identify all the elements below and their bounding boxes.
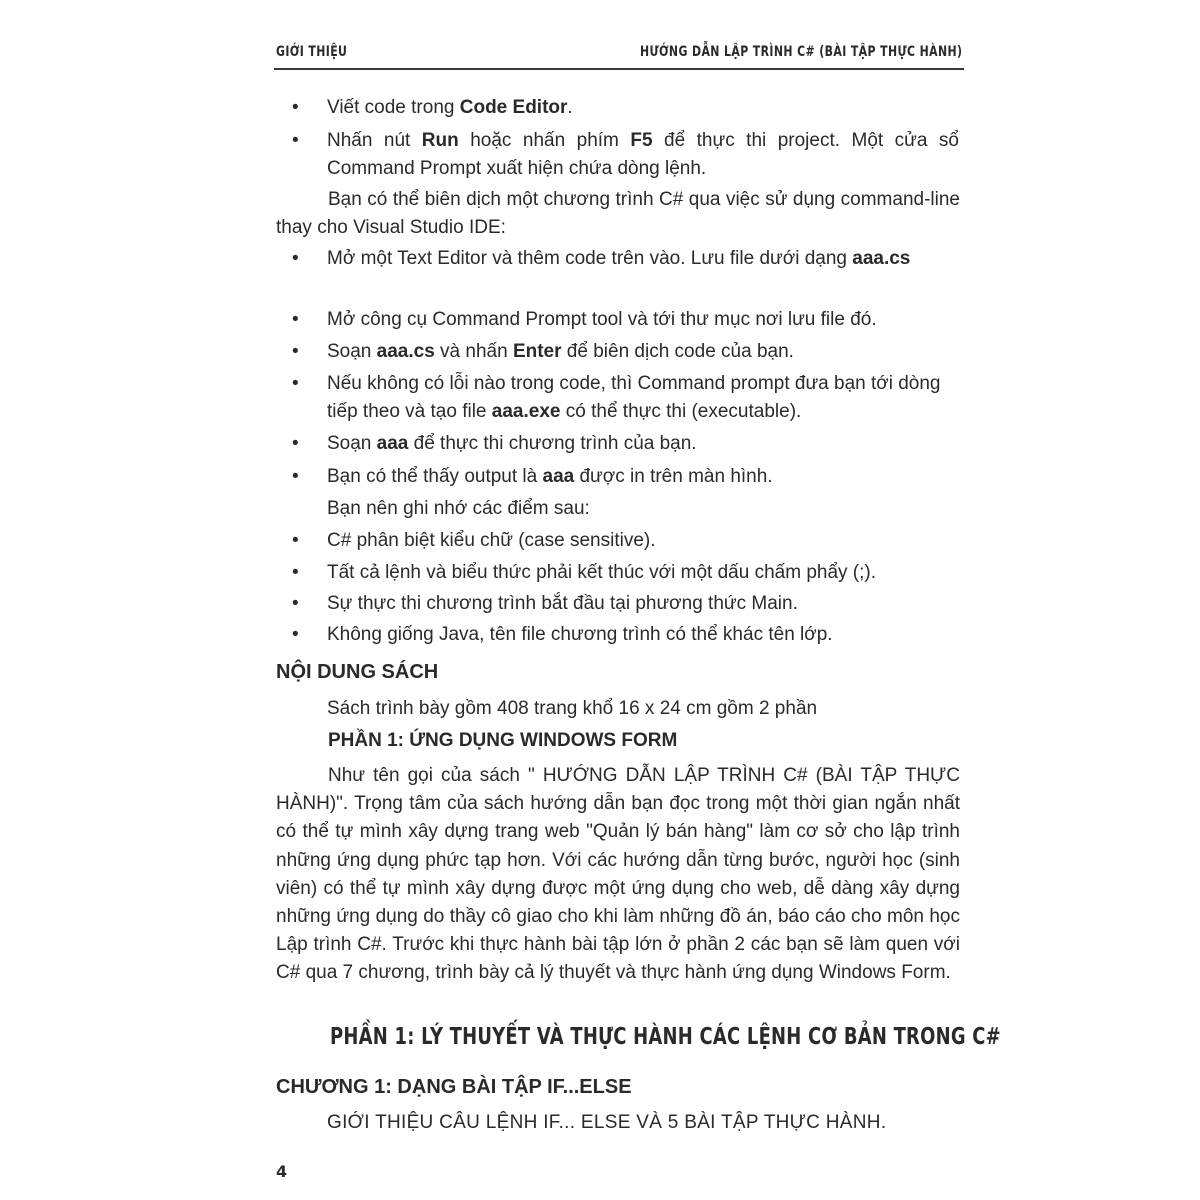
- chapter-description: GIỚI THIỆU CÂU LỆNH IF... ELSE VÀ 5 BÀI TẬP THỰC HÀNH.: [327, 1112, 887, 1133]
- bullet-icon: •: [292, 341, 299, 362]
- list-item-cmd-3: Soạn aaa.cs và nhấn Enter để biên dịch code của bạn.: [327, 341, 794, 362]
- bullet-icon: •: [292, 373, 299, 394]
- list-item-cmd-1: Mở một Text Editor và thêm code trên vào. Lưu file dưới dạng aaa.cs: [327, 248, 911, 269]
- book-size-text: Sách trình bày gồm 408 trang khổ 16 x 24 cm gồm 2 phần: [327, 698, 818, 719]
- bullet-icon: •: [292, 562, 299, 583]
- list-item-cmd-6: Bạn có thể thấy output là aaa được in trên màn hình.: [327, 466, 773, 487]
- bullet-icon: •: [292, 593, 299, 614]
- part1-heading: PHẦN 1: ỨNG DỤNG WINDOWS FORM: [328, 730, 678, 751]
- list-item-ide-1: Viết code trong Code Editor.: [327, 97, 573, 118]
- bullet-icon: •: [292, 466, 299, 487]
- bullet-icon: •: [292, 309, 299, 330]
- bullet-icon: •: [292, 530, 299, 551]
- list-item-ide-2: Nhấn nút Run hoặc nhấn phím F5 để thực thi project. Một cửa sổ Command Prompt xuất hiện chứa dòng lệnh.: [327, 130, 959, 179]
- list-item-cmd-5: Soạn aaa để thực thi chương trình của bạn.: [327, 433, 697, 454]
- page-number: 4: [276, 1162, 288, 1181]
- list-item-cmd-2: Mở công cụ Command Prompt tool và tới thư mục nơi lưu file đó.: [327, 309, 877, 330]
- list-item-note-3: Sự thực thi chương trình bắt đầu tại phương thức Main.: [327, 593, 798, 614]
- list-item-note-2: Tất cả lệnh và biểu thức phải kết thúc với một dấu chấm phẩy (;).: [327, 562, 877, 583]
- part-title: PHẦN 1: LÝ THUYẾT VÀ THỰC HÀNH CÁC LỆNH CƠ BẢN TRONG C#: [330, 1024, 1001, 1050]
- header-rule: [274, 68, 964, 70]
- section-heading: NỘI DUNG SÁCH: [276, 661, 439, 683]
- bullet-icon: •: [292, 248, 299, 269]
- list-item-note-4: Không giống Java, tên file chương trình có thể khác tên lớp.: [327, 624, 833, 645]
- list-item-note-1: C# phân biệt kiểu chữ (case sensitive).: [327, 530, 656, 551]
- bullet-icon: •: [292, 97, 299, 118]
- list-item-cmd-4: Nếu không có lỗi nào trong code, thì Command prompt đưa bạn tới dòng tiếp theo và tạo file aaa.exe có thể thực thi (executable).: [327, 373, 941, 422]
- running-header-right: HƯỚNG DẪN LẬP TRÌNH C# (BÀI TẬP THỰC HÀNH): [639, 44, 962, 60]
- cmdline-intro: Bạn có thể biên dịch một chương trình C# qua việc sử dụng command-line thay cho Visual Studio IDE:: [276, 189, 960, 238]
- chapter-heading: CHƯƠNG 1: DẠNG BÀI TẬP IF...ELSE: [276, 1076, 632, 1098]
- notes-intro: Bạn nên ghi nhớ các điểm sau:: [327, 498, 590, 519]
- bullet-icon: •: [292, 433, 299, 454]
- running-header-left: GIỚI THIỆU: [276, 44, 348, 60]
- bullet-icon: •: [292, 624, 299, 645]
- part1-paragraph: Như tên gọi của sách " HƯỚNG DẪN LẬP TRÌNH C# (BÀI TẬP THỰC HÀNH)". Trọng tâm của sách hướng dẫn bạn đọc trong một thời gian ngắn nhất có thể tự mình xây dựng trang web "Quản lý bán hàng" làm cơ sở cho lập trình những ứng dụng phức tạp hơn. Với các hướng dẫn từng bước, người học (sinh viên) có thể tự mình xây dựng được một ứng dụng cho web, dễ dàng xây dựng những ứng dụng do thầy cô giao cho khi làm những đồ án, báo cáo cho môn học Lập trình C#. Trước khi thực hành bài tập lớn ở phần 2 các bạn sẽ làm quen với C# qua 7 chương, trình bày cả lý thuyết và thực hành ứng dụng Windows Form.: [276, 765, 960, 984]
- bullet-icon: •: [292, 130, 299, 151]
